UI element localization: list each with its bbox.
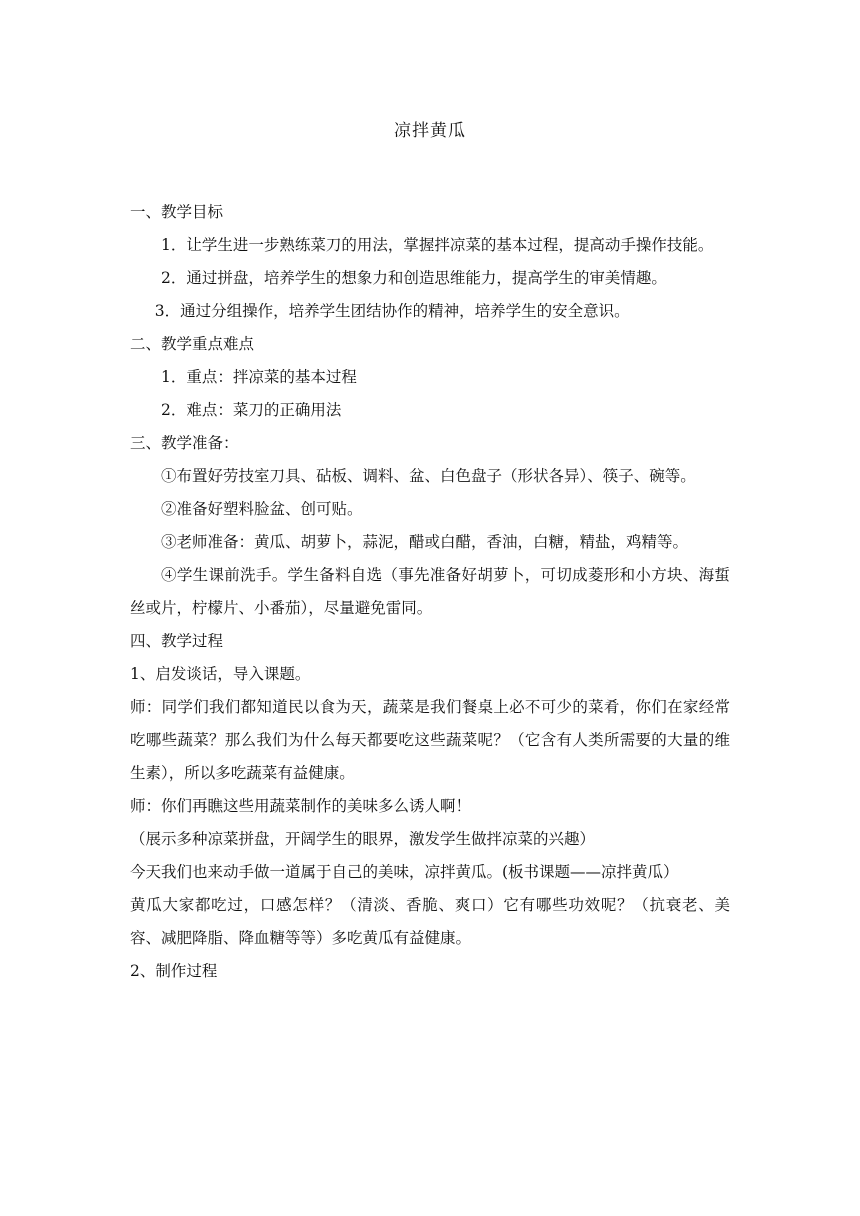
process-subheading: 2、制作过程 [130, 962, 218, 980]
objective-item: 1．让学生进一步熟练菜刀的用法，掌握拌凉菜的基本过程，提高动手操作技能。 [161, 236, 714, 254]
preparation-item: ②准备好塑料脸盆、创可贴。 [161, 500, 363, 518]
preparation-item: ③老师准备：黄瓜、胡萝卜，蒜泥，醋或白醋，香油，白糖，精盐，鸡精等。 [161, 533, 689, 551]
section-heading-objectives: 一、教学目标 [130, 203, 224, 221]
preparation-item: ①布置好劳技室刀具、砧板、调料、盆、白色盘子（形状各异）、筷子、碗等。 [161, 467, 696, 485]
document-body [130, 196, 730, 988]
process-paragraph: （展示多种凉菜拼盘，开阔学生的眼界，激发学生做拌凉菜的兴趣） [130, 830, 596, 848]
process-paragraph: 黄瓜大家都吃过，口感怎样？（清淡、香脆、爽口）它有哪些功效呢？（抗衰老、美容、减肥降脂、降血糖等等）多吃黄瓜有益健康。 [130, 896, 730, 947]
process-subheading: 1、启发谈话，导入课题。 [130, 665, 311, 683]
process-paragraph: 师：同学们我们都知道民以食为天，蔬菜是我们餐桌上必不可少的菜肴，你们在家经常吃哪些蔬菜？那么我们为什么每天都要吃这些蔬菜呢？（它含有人类所需要的大量的维生素），所以多吃蔬菜有益健康。 [130, 698, 730, 782]
process-paragraph: 今天我们也来动手做一道属于自己的美味，凉拌黄瓜。(板书课题——凉拌黄瓜） [130, 863, 679, 881]
document-title: 凉拌黄瓜 [394, 121, 466, 141]
section-heading-preparation: 三、教学准备： [130, 434, 239, 452]
objective-item: 2．通过拼盘，培养学生的想象力和创造思维能力，提高学生的审美情趣。 [161, 269, 667, 287]
key-point-item: 1．重点：拌凉菜的基本过程 [161, 368, 357, 386]
preparation-item: ④学生课前洗手。学生备料自选（事先准备好胡萝卜，可切成菱形和小方块、海蜇丝或片，柠檬片、小番茄），尽量避免雷同。 [130, 566, 730, 617]
process-paragraph: 师：你们再瞧这些用蔬菜制作的美味多么诱人啊！ [130, 797, 472, 815]
key-point-item: 2．难点：菜刀的正确用法 [161, 401, 342, 419]
section-heading-process: 四、教学过程 [130, 632, 224, 650]
objective-item: 3．通过分组操作，培养学生团结协作的精神，培养学生的安全意识。 [154, 302, 630, 320]
section-heading-key-points: 二、教学重点难点 [130, 335, 255, 353]
